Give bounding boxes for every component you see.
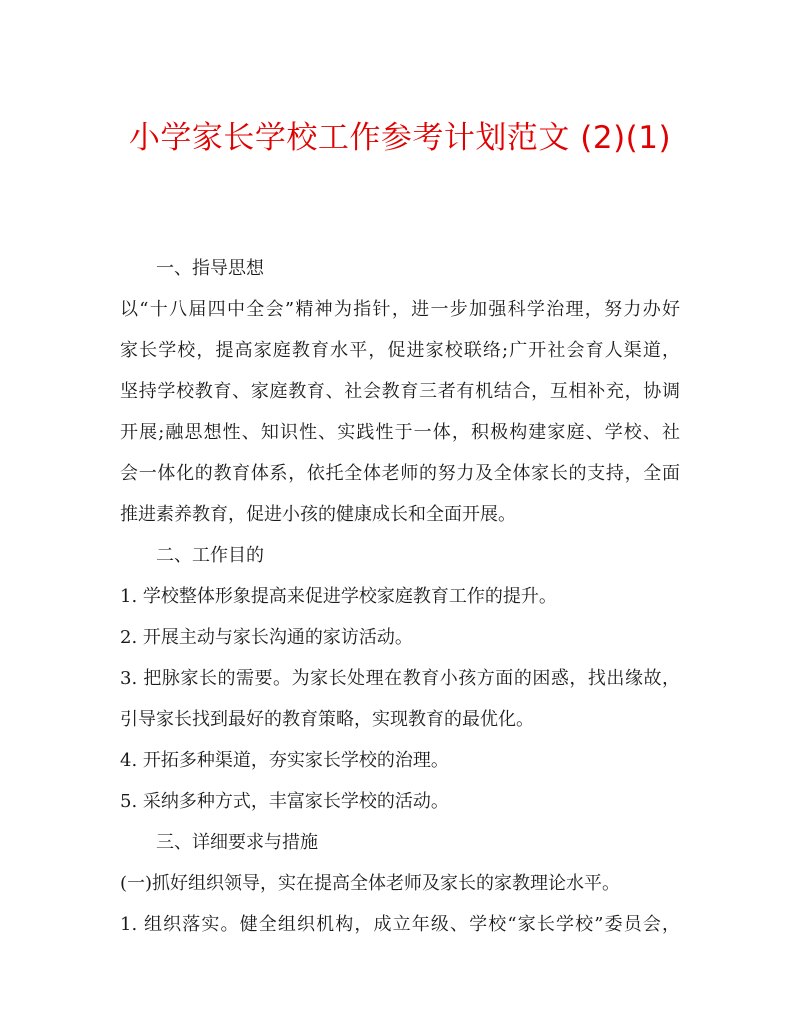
document-body bbox=[120, 248, 680, 945]
paragraph-line: 推进素养教育，促进小孩的健康成长和全面开展。 bbox=[120, 504, 516, 525]
paragraph-line: 开展;融思想性、知识性、实践性于一体，积极构建家庭、学校、社 bbox=[120, 422, 680, 443]
paragraph-line: 会一体化的教育体系，依托全体老师的努力及全体家长的支持，全面 bbox=[120, 463, 680, 484]
list-item: 5. 采纳多种方式，丰富家长学校的活动。 bbox=[120, 791, 449, 812]
document-title: 小学家长学校工作参考计划范文 (2)(1) bbox=[128, 120, 672, 156]
paragraph-line: 家长学校，提高家庭教育水平，促进家校联络;广开社会育人渠道， bbox=[120, 340, 680, 361]
paragraph-line: 以“十八届四中全会”精神为指针，进一步加强科学治理，努力办好 bbox=[120, 299, 680, 320]
list-item: 2. 开展主动与家长沟通的家访活动。 bbox=[120, 627, 413, 648]
section-heading-requirements-measures: 三、详细要求与措施 bbox=[156, 832, 318, 853]
subsection-heading: (一)抓好组织领导，实在提高全体老师及家长的家教理论水平。 bbox=[120, 873, 621, 894]
section-heading-work-goals: 二、工作目的 bbox=[156, 545, 264, 566]
list-item: 3. 把脉家长的需要。为家长处理在教育小孩方面的困惑，找出缘故， bbox=[120, 668, 680, 689]
list-item: 4. 开拓多种渠道，夯实家长学校的治理。 bbox=[120, 750, 449, 771]
list-item: 1. 学校整体形象提高来促进学校家庭教育工作的提升。 bbox=[120, 586, 557, 607]
section-heading-guiding-ideology: 一、指导思想 bbox=[156, 258, 264, 279]
paragraph-line: 坚持学校教育、家庭教育、社会教育三者有机结合，互相补充，协调 bbox=[120, 381, 680, 402]
list-item: 1. 组织落实。健全组织机构，成立年级、学校“家长学校”委员会， bbox=[120, 914, 680, 935]
list-item-continuation: 引导家长找到最好的教育策略，实现教育的最优化。 bbox=[120, 709, 534, 730]
